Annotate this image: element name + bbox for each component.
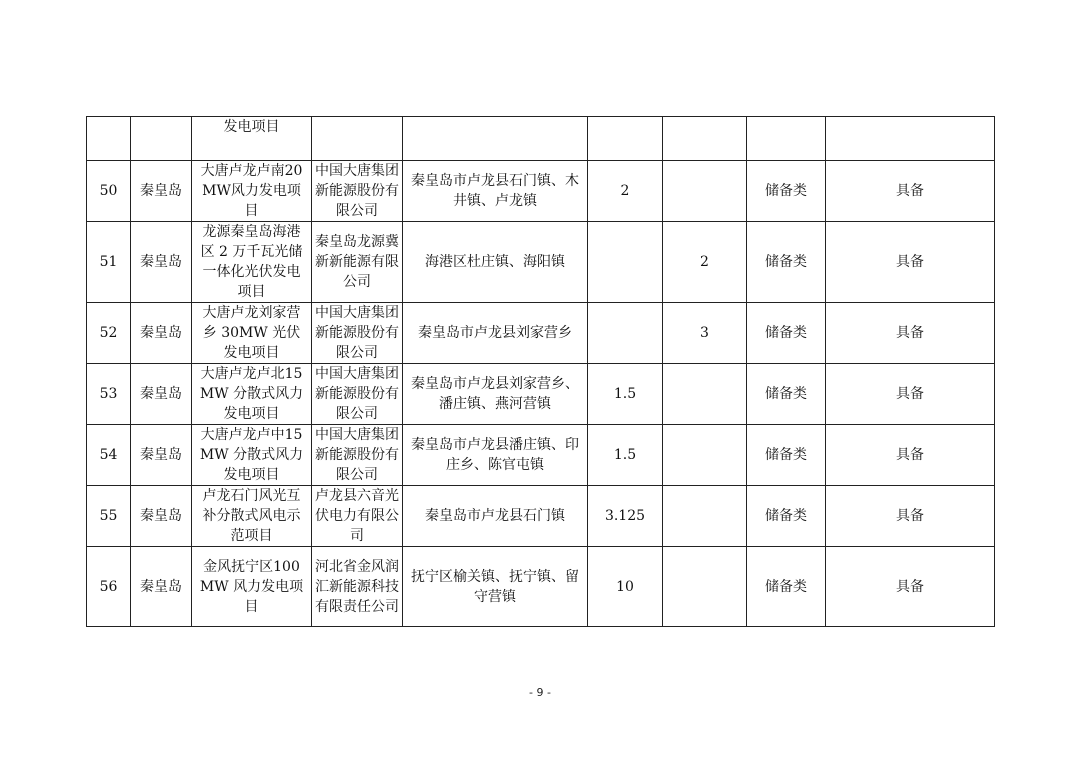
wind-capacity-cell bbox=[588, 117, 663, 161]
category-cell bbox=[747, 117, 826, 161]
project-table bbox=[86, 116, 995, 627]
solar-capacity-cell bbox=[663, 161, 747, 222]
table-row bbox=[87, 364, 995, 425]
category-cell: 储备类 bbox=[747, 425, 826, 486]
category-cell: 储备类 bbox=[747, 486, 826, 547]
wind-capacity-cell bbox=[588, 222, 663, 303]
wind-capacity-cell: 1.5 bbox=[588, 425, 663, 486]
category-cell: 储备类 bbox=[747, 303, 826, 364]
condition-cell: 具备 bbox=[826, 222, 995, 303]
city-cell: 秦皇岛 bbox=[131, 547, 192, 627]
project-name-cell: 卢龙石门风光互补分散式风电示范项目 bbox=[192, 486, 312, 547]
project-name-cell: 龙源秦皇岛海港区 2 万千瓦光储一体化光伏发电项目 bbox=[192, 222, 312, 303]
solar-capacity-cell: 3 bbox=[663, 303, 747, 364]
row-number: 51 bbox=[87, 222, 131, 303]
table-row bbox=[87, 303, 995, 364]
table-row bbox=[87, 547, 995, 627]
wind-capacity-cell: 10 bbox=[588, 547, 663, 627]
company-cell: 中国大唐集团新能源股份有限公司 bbox=[312, 425, 403, 486]
table-row bbox=[87, 222, 995, 303]
project-name-cell: 大唐卢龙卢南20MW风力发电项目 bbox=[192, 161, 312, 222]
solar-capacity-cell bbox=[663, 364, 747, 425]
company-cell bbox=[312, 117, 403, 161]
solar-capacity-cell: 2 bbox=[663, 222, 747, 303]
table-row bbox=[87, 486, 995, 547]
condition-cell: 具备 bbox=[826, 303, 995, 364]
condition-cell: 具备 bbox=[826, 486, 995, 547]
page-number: - 9 - bbox=[529, 686, 551, 699]
company-cell: 中国大唐集团新能源股份有限公司 bbox=[312, 303, 403, 364]
city-cell: 秦皇岛 bbox=[131, 222, 192, 303]
project-name-cell: 金风抚宁区100MW 风力发电项目 bbox=[192, 547, 312, 627]
location-cell: 秦皇岛市卢龙县刘家营乡 bbox=[403, 303, 588, 364]
project-name-cell: 发电项目 bbox=[192, 117, 312, 161]
city-cell: 秦皇岛 bbox=[131, 364, 192, 425]
row-number: 53 bbox=[87, 364, 131, 425]
city-cell bbox=[131, 117, 192, 161]
location-cell: 秦皇岛市卢龙县石门镇 bbox=[403, 486, 588, 547]
row-number: 52 bbox=[87, 303, 131, 364]
company-cell: 中国大唐集团新能源股份有限公司 bbox=[312, 364, 403, 425]
solar-capacity-cell bbox=[663, 486, 747, 547]
condition-cell bbox=[826, 117, 995, 161]
project-name-cell: 大唐卢龙刘家营乡 30MW 光伏发电项目 bbox=[192, 303, 312, 364]
wind-capacity-cell: 1.5 bbox=[588, 364, 663, 425]
company-cell: 中国大唐集团新能源股份有限公司 bbox=[312, 161, 403, 222]
solar-capacity-cell bbox=[663, 425, 747, 486]
condition-cell: 具备 bbox=[826, 364, 995, 425]
table-row bbox=[87, 161, 995, 222]
solar-capacity-cell bbox=[663, 547, 747, 627]
location-cell: 海港区杜庄镇、海阳镇 bbox=[403, 222, 588, 303]
location-cell: 秦皇岛市卢龙县潘庄镇、印庄乡、陈官屯镇 bbox=[403, 425, 588, 486]
row-number: 56 bbox=[87, 547, 131, 627]
wind-capacity-cell: 2 bbox=[588, 161, 663, 222]
city-cell: 秦皇岛 bbox=[131, 486, 192, 547]
table-row bbox=[87, 425, 995, 486]
location-cell: 秦皇岛市卢龙县石门镇、木井镇、卢龙镇 bbox=[403, 161, 588, 222]
condition-cell: 具备 bbox=[826, 547, 995, 627]
wind-capacity-cell bbox=[588, 303, 663, 364]
project-name-cell: 大唐卢龙卢北15MW 分散式风力发电项目 bbox=[192, 364, 312, 425]
wind-capacity-cell: 3.125 bbox=[588, 486, 663, 547]
condition-cell: 具备 bbox=[826, 425, 995, 486]
project-name-cell: 大唐卢龙卢中15MW 分散式风力发电项目 bbox=[192, 425, 312, 486]
city-cell: 秦皇岛 bbox=[131, 303, 192, 364]
row-number: 55 bbox=[87, 486, 131, 547]
city-cell: 秦皇岛 bbox=[131, 425, 192, 486]
category-cell: 储备类 bbox=[747, 161, 826, 222]
row-number: 50 bbox=[87, 161, 131, 222]
company-cell: 河北省金风润汇新能源科技有限责任公司 bbox=[312, 547, 403, 627]
table-row bbox=[87, 117, 995, 161]
company-cell: 秦皇岛龙源冀新新能源有限公司 bbox=[312, 222, 403, 303]
location-cell: 秦皇岛市卢龙县刘家营乡、潘庄镇、燕河营镇 bbox=[403, 364, 588, 425]
row-number bbox=[87, 117, 131, 161]
location-cell bbox=[403, 117, 588, 161]
location-cell: 抚宁区榆关镇、抚宁镇、留守营镇 bbox=[403, 547, 588, 627]
city-cell: 秦皇岛 bbox=[131, 161, 192, 222]
category-cell: 储备类 bbox=[747, 547, 826, 627]
category-cell: 储备类 bbox=[747, 364, 826, 425]
category-cell: 储备类 bbox=[747, 222, 826, 303]
company-cell: 卢龙县六音光伏电力有限公司 bbox=[312, 486, 403, 547]
row-number: 54 bbox=[87, 425, 131, 486]
solar-capacity-cell bbox=[663, 117, 747, 161]
condition-cell: 具备 bbox=[826, 161, 995, 222]
